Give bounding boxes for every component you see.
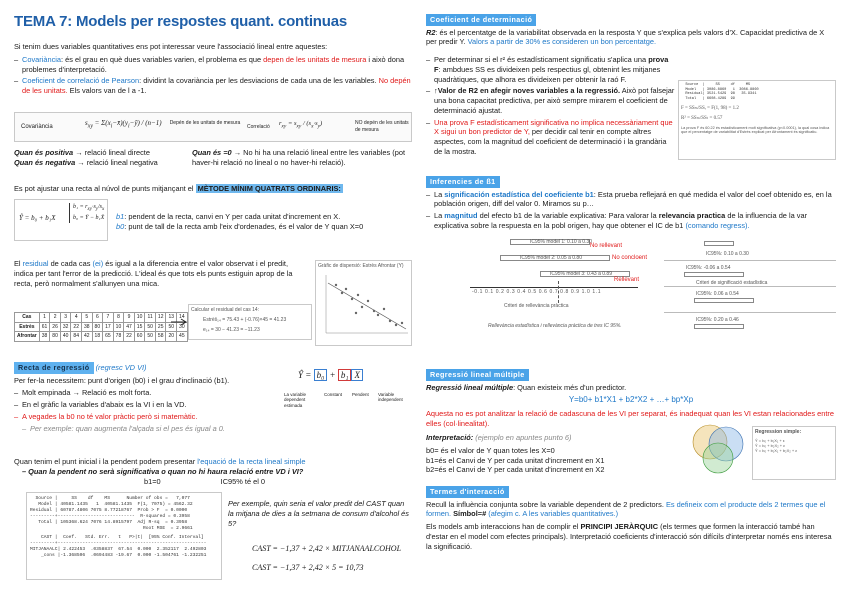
correlation-item xyxy=(14,76,414,96)
equation-diagram xyxy=(282,364,412,416)
eq-label-indep: Variable independent xyxy=(378,392,403,403)
regression-cmd: (regresc VD VI) xyxy=(95,363,147,372)
anova-table: Source | SS df MS Model | 3086.8860 1 3086.8860 Residual| 3521.5429 98 35.9341 Total | 6608.4289 99 xyxy=(685,83,759,102)
inference-heading: Inferencies de ß1 xyxy=(426,176,500,188)
zero-block xyxy=(192,148,412,168)
table-cell: 10 xyxy=(134,313,145,323)
eq-label-slope: Pendent xyxy=(352,392,369,397)
criterion-label: Criteri de rellevància pràctica xyxy=(504,303,569,309)
slope-block xyxy=(14,457,412,486)
table-cell: 38 xyxy=(39,332,50,342)
table-cell: 47 xyxy=(124,322,135,332)
multiple-red: Aquesta no es pot analitzar la relació de cadascuna de les VI per separat, és inadequat quan les VI estan relacionades entre elles (col·linealitat). xyxy=(426,408,834,428)
equation-image: Ŷ = b₀ + b₁ X xyxy=(298,370,363,382)
calc-line-1: Estrèŝ₁₄ = 75.43 + (-0.76)×45 = 41.23 xyxy=(203,317,287,323)
r2-label: R2 xyxy=(426,27,436,37)
table-cell: 2 xyxy=(50,313,61,323)
eq-label-dep: La variable dependent estimada xyxy=(284,392,307,408)
f-caption: La prova F és 60.22 és estadísticament molt significativa (p<0.0001), la qual cosa indica que el percentatge de variabilitat d'Estrès explicat per Afrontament és significatiu. xyxy=(681,125,830,135)
table-row xyxy=(15,313,188,323)
hier-text: Els models amb interaccions han de complir el xyxy=(426,522,581,532)
covariance-item xyxy=(14,55,414,75)
criterion-line xyxy=(558,281,559,303)
cov-formula: $s_{xy}$ = $\Sigma(x_i-x̄)(y_i-ȳ) / (n-1)$ xyxy=(85,119,162,130)
hier-principle: PRINCIPI JERÀRQUIC xyxy=(580,522,659,532)
correlation-term: Coeficient de correlació de Pearson xyxy=(22,76,140,86)
multiple-section xyxy=(426,369,836,431)
anova-image xyxy=(678,80,836,160)
table-cell: 18 xyxy=(92,332,103,342)
inference-item: – La significación estadística del coeficiente b1: Esta prueba reflejará en qué medida el valor del coef obtenido es, en la población origen, diff del valor 0. Miramos su p… xyxy=(426,190,836,210)
zero-text: → No hi ha una relació lineal entre les variables (pot haver-hi relació no lineal o no haver-hi relació). xyxy=(192,148,406,167)
ci-label-3: IC95% model 3: 0.43 a 0.89 xyxy=(550,271,612,277)
assoc-list xyxy=(14,55,414,96)
multiple-equation: Y=b0+ b1*X1 + b2*X2 + …+ bp*Xp xyxy=(568,395,694,405)
ci-panels xyxy=(664,237,836,337)
table-cell: 10 xyxy=(113,322,124,332)
table-cell: 40 xyxy=(60,332,71,342)
interaction-symbol: Símbol=# xyxy=(451,509,487,519)
table-cell: 12 xyxy=(155,313,166,323)
table-cell: 58 xyxy=(155,332,166,342)
table-cell: 84 xyxy=(71,332,82,342)
calc-line-2: e₁₄ = 30 − 41.23 = −11.23 xyxy=(203,327,260,333)
table-cell: 7 xyxy=(103,313,114,323)
table-cell: 78 xyxy=(113,332,124,342)
table-cell: 32 xyxy=(60,322,71,332)
ci-label-1: IC95% model 1: 0.10 a 0.30 xyxy=(530,239,592,245)
formula-image xyxy=(14,112,412,142)
ols-formula-image xyxy=(14,199,108,241)
r2-blue: Valors a partir de 30% es consideren un bon percentatge. xyxy=(467,37,657,47)
table-cell: 45 xyxy=(177,332,188,342)
slope-answer-1: b1=0 xyxy=(144,476,161,486)
regression-summary xyxy=(752,426,836,480)
label-relevant: Rellevant xyxy=(614,277,640,283)
stata-anova: Source | SS df MS Number of obs = 7,077 Model | 40581.1435 1 40581.1435 F(1, 7075) = 4562.32 Residual | 60787.4806 7075 8.77218767 Prob > F = 0.0000 ---------+---------------------------- R-squared = 0.3958 Total | 105368.624 7076 14.8915797 Adj R-sq = 0.3958 Root MSE = 2.9661 xyxy=(30,496,193,531)
regression-list xyxy=(14,388,284,433)
regression-example: – Per exemple: quan augmenta l'alçada si el pes és igual a 0. xyxy=(14,424,284,434)
formula-label-cov: Covariància xyxy=(21,124,53,130)
regression-red-item: – A vegades la b0 no té valor pràctic però si matemàtic. xyxy=(14,412,284,422)
ci-panel xyxy=(664,289,836,313)
table-cell: 15 xyxy=(134,322,145,332)
residual-ei: (ei) xyxy=(92,259,104,268)
interp-line: b2=és el Canvi de Y per cada unitat d'increment en X2 xyxy=(426,465,605,475)
r2-text: : és el percentatge de la variabilitat observada en la resposta Y que s'explica pels valors d'X. Capacidat predictiva de X per predir Y. xyxy=(426,27,825,47)
ci-label-2: IC95% model 2: 0.05 a 0.80 xyxy=(520,255,582,261)
regression-item: – Molt empinada → Relació es molt forta. xyxy=(14,388,284,398)
interp-line: b0= és el valor de Y quan totes les X=0 xyxy=(426,445,555,455)
regression-section xyxy=(14,362,284,435)
multiple-heading: Regressió lineal múltiple xyxy=(426,369,529,381)
ci-panel-title: IC95%: 0.20 a 0.46 xyxy=(696,317,739,323)
label-no-relevant: No rellevant xyxy=(590,243,623,249)
hier-text-2: (els termes que formen la interacció també han d'estar en el model com efectes principals). Interpretació coeficients d'interacció són difícils d'interpretar només ens interesa la significació. xyxy=(426,522,832,551)
covariance-red: depen de les unitats de mesura xyxy=(263,54,367,64)
residual-term: residual xyxy=(22,259,49,268)
covariance-text-2: i això dona problemes d'interpretació. xyxy=(22,54,405,74)
table-cell: 4 xyxy=(71,313,82,323)
table-cell: 9 xyxy=(124,313,135,323)
interpretation-block xyxy=(426,433,686,475)
b1-text: : pendent de la recta, canvi en Y per cada unitat d'increment en X. xyxy=(124,212,341,221)
label-no-concloent: No concloent xyxy=(612,255,648,261)
table-cell: 25 xyxy=(155,322,166,332)
table-row-header: Estrès xyxy=(15,322,40,332)
ci-panel xyxy=(664,315,836,337)
table-row xyxy=(15,322,188,332)
multiple-label: Regressió lineal múltiple xyxy=(426,382,514,392)
table-cell: 50 xyxy=(145,322,156,332)
table-cell: 17 xyxy=(103,322,114,332)
fit-line xyxy=(14,184,414,194)
arrow-icon xyxy=(170,318,188,326)
scatter-title: Gràfic de dispersió: Estrès Afrontar (Y) xyxy=(318,263,404,269)
page-title: TEMA 7: Models per respostes quant. continuas xyxy=(14,13,347,30)
interp-line: b1=és el Canvi de Y per cada unitat d'increment en X1 xyxy=(426,455,605,465)
pos-text: → relació lineal directe xyxy=(73,148,150,157)
covariance-text: : és el grau en què dues variables varien, el problema es que xyxy=(61,54,264,64)
covariance-term: Covariància xyxy=(22,54,62,64)
slope-answer-2: IC95% té el 0 xyxy=(220,476,266,486)
regression-item: – En el gràfic la variables d'abaix es la VI i en la VD. xyxy=(14,400,284,410)
table-cell: 80 xyxy=(92,322,103,332)
table-cell: 22 xyxy=(124,332,135,342)
table-row xyxy=(15,332,188,342)
pos-label: Quan és positiva xyxy=(14,148,74,157)
stata-output xyxy=(26,492,222,580)
venn-title: Regression simple: xyxy=(755,429,802,435)
table-cell: 5 xyxy=(81,313,92,323)
cases-table xyxy=(14,312,188,342)
table-cell: 50 xyxy=(166,322,177,332)
interaction-blue: Es defineix com el producte dels 2 termes que el formen. xyxy=(426,499,826,519)
multiple-text: : Quan existeix més d'un predictor. xyxy=(513,382,627,392)
ols-highlight: MÈTODE MÍNIM QUATRATS ORDINARIS: xyxy=(197,184,341,193)
table-cell: 80 xyxy=(50,332,61,342)
eq-label-const: Constant xyxy=(324,392,343,397)
slope-text: Quan tenim el punt inicial i la pendent podem presentar xyxy=(14,457,198,466)
sign-block xyxy=(14,148,214,168)
table-cell: 6 xyxy=(92,313,103,323)
relevance-caption: Rellevància estadística i rellevància pràctica de tres IC 95%. xyxy=(488,323,622,329)
neg-text: → relació lineal negativa xyxy=(75,157,158,167)
determination-list xyxy=(426,55,676,159)
table-cell: 61 xyxy=(39,322,50,332)
resid-text-3: és igual a la diferencia entre el valor observat i el predit, indica per tant l'error de la predicció. L'ideal és que tots els punts estiguin aprop de la recta, però normalment s'allunyen una mica. xyxy=(14,259,293,288)
intro-text: Si tenim dues variables quantitatives ens pot interessar veure l'associació lineal entre aquestes: xyxy=(14,42,328,51)
resid-text: El xyxy=(14,259,23,268)
interaction-blue-2: (afegim c. A les variables quantitatives.) xyxy=(486,509,619,519)
formula-label-nounits: NO depén de les unitats de mesura xyxy=(355,120,409,133)
venn-text: Ŷ = b₀ + b₁X₁ + ε Ŷ = b₀ + b₂X₂ + ε Ŷ = b₀ + b₁X₁ + b₂X₂ + ε xyxy=(755,438,798,453)
table-cell: 13 xyxy=(166,313,177,323)
cast-eq-2: CAST = −1,37 + 2,42 × 5 = 10,73 xyxy=(252,563,364,572)
b0-text: : punt de tall de la recta amb l'eix d'ordenades, és el valor de Y quan X=0 xyxy=(124,221,364,231)
venn-diagram xyxy=(688,420,750,476)
interp-note: (ejemplo en apuntes punto 6) xyxy=(473,433,572,442)
table-row-header: Afrontar xyxy=(15,332,40,342)
determination-heading: Coeficient de determinació xyxy=(426,14,536,26)
correlation-red: No depén de les unitats. xyxy=(22,76,411,96)
inference-item: – La magnitud del efecto b1 de la variable explicativa: Para valorar la relevancia practica de la influencia de la var explicativa sobre la respuesta en la pobl origen, hay que obtener el IC de b1 (comando regress). xyxy=(426,211,836,231)
table-cell: 8 xyxy=(113,313,124,323)
axis-ticks: -0.1 0.1 0.2 0.3 0.4 0.5 0.6 0.7 0.8 0.9 1.0 1.1 xyxy=(472,289,602,295)
det-item: – Per determinar si el r² és estadísticament significatiu s'aplica una prova F: ambdues SS es divideixen pels respectius gl, obtenint les mitjanes quadràtiques, que alhora es divideixen per obtenir la raó F. xyxy=(426,55,676,84)
table-cell: 38 xyxy=(81,322,92,332)
table-cell: 65 xyxy=(103,332,114,342)
table-cell: 60 xyxy=(134,332,145,342)
table-row-header: Cas xyxy=(15,313,40,323)
stata-coef: CAST | Coef. Std. Err. t P>|t| [95% Conf. Interval] ---------+------------------------------------------------------ MITJANAALC| 2.422453 .0358837 67.54 0.000 2.352117 2.492803 _cons |-1.368506 .0694483 -19.67 0.000 -1.504761 -1.232251 xyxy=(30,534,207,558)
ci-panel-title: IC95%: -0.06 a 0.54 xyxy=(686,265,731,271)
correlation-text-2: Els valors van de l a -1. xyxy=(67,86,147,96)
f-formula-2: R² = SSₘ/SSₜ = 0.57 xyxy=(681,115,723,121)
neg-label: Quan és negativa xyxy=(14,157,76,167)
scatter-figure xyxy=(315,260,412,346)
b1-label: b1 xyxy=(116,212,125,221)
resid-text-2: de cada cas xyxy=(48,259,93,268)
table-cell: 42 xyxy=(81,332,92,342)
inference-section xyxy=(426,176,836,233)
left-column xyxy=(14,42,414,98)
ci-panel xyxy=(664,237,836,261)
slope-blue: l'equació de la recta lineal simple xyxy=(197,457,306,466)
table-cell: 50 xyxy=(145,332,156,342)
formula-label-corr: Correlació xyxy=(247,124,270,130)
correlation-text: : dividint la covariància per les desviacions de cada una de les variables. xyxy=(139,76,379,86)
zero-label: Quan és =0 xyxy=(192,148,232,157)
table-cell: 1 xyxy=(39,313,50,323)
table-cell: 3 xyxy=(60,313,71,323)
scatter-plot xyxy=(316,271,412,341)
det-item: – ↑Valor de R2 en afegir noves variables a la regressió. Això pot falsejar una bona capacitat predictiva, per això sempre mirarem el coeficient de determinació ajustat. xyxy=(426,86,676,115)
table-cell: 22 xyxy=(71,322,82,332)
b-defs xyxy=(116,212,412,232)
interaction-section xyxy=(426,486,836,554)
right-column xyxy=(426,14,836,50)
relevance-diagram xyxy=(462,237,658,333)
table-cell: 26 xyxy=(50,322,61,332)
formula-label-units: Depén de les unitats de mesura xyxy=(169,120,241,126)
det-item-red: – Una prova F estadísticament significativa no implica necessàriament que X sigui un bon predictor de Y, per decidir cal tenir en compte altres aspectes, com la magnitud del coeficient de determinació i la grandària de la mostra. xyxy=(426,118,676,157)
calc-title: Calcular el residual del cas 14: xyxy=(191,307,260,313)
slope-question: – Quan la pendent no serà significativa o quan no hi haura relació entre VD i VI? xyxy=(22,466,304,476)
fit-text: Es pot ajustar una recta al núvol de punts mitjançant el xyxy=(14,184,196,193)
ci-panel-crit: Criteri de significació estadística xyxy=(696,280,768,286)
yhat-formula: Ŷ = b₀ + b₁X xyxy=(19,214,56,222)
b-formulas: $b_1 = r_{xy}\cdot s_y/s_x$ b₀ = Ȳ − b₁X̄ xyxy=(69,203,104,223)
table-cell: 11 xyxy=(145,313,156,323)
corr-formula: $r_{xy} = s_{xy} / (s_x\cdot s_y)$ xyxy=(279,120,323,130)
interp-label: Interpretació: xyxy=(426,433,474,442)
ci-panel-title: IC95%: 0.06 a 0.54 xyxy=(696,291,739,297)
regression-heading: Recta de regressió xyxy=(14,362,94,374)
table-cell: 14 xyxy=(177,313,188,323)
cast-example: Per exemple, quin seria el valor predit del CAST quan la mitjana de dies a la setmana de consum d'alcohol és 5? xyxy=(228,499,409,528)
residual-calc xyxy=(188,304,312,340)
residual-block xyxy=(14,259,306,288)
ci-panel-title: IC95%: 0.10 a 0.30 xyxy=(706,251,749,257)
table-cell: 30 xyxy=(177,322,188,332)
table-cell: 20 xyxy=(166,332,177,342)
interaction-text: Recull la influència conjunta sobre la variable dependent de 2 predictors. xyxy=(426,499,666,509)
regression-intro: Per fer-la necessitem: punt d'origen (b0) i el grau d'inclinació (b1). xyxy=(14,375,230,385)
b0-label: b0 xyxy=(116,221,125,231)
cast-eq-1: CAST = −1,37 + 2,42 × MITJANAALCOHOL xyxy=(252,544,402,553)
f-formula-1: F = SSₘ/SSᵣ = F(1, 98) = 1.2 xyxy=(681,105,739,111)
ci-panel xyxy=(664,263,836,287)
interaction-heading: Termes d'interacció xyxy=(426,486,509,498)
